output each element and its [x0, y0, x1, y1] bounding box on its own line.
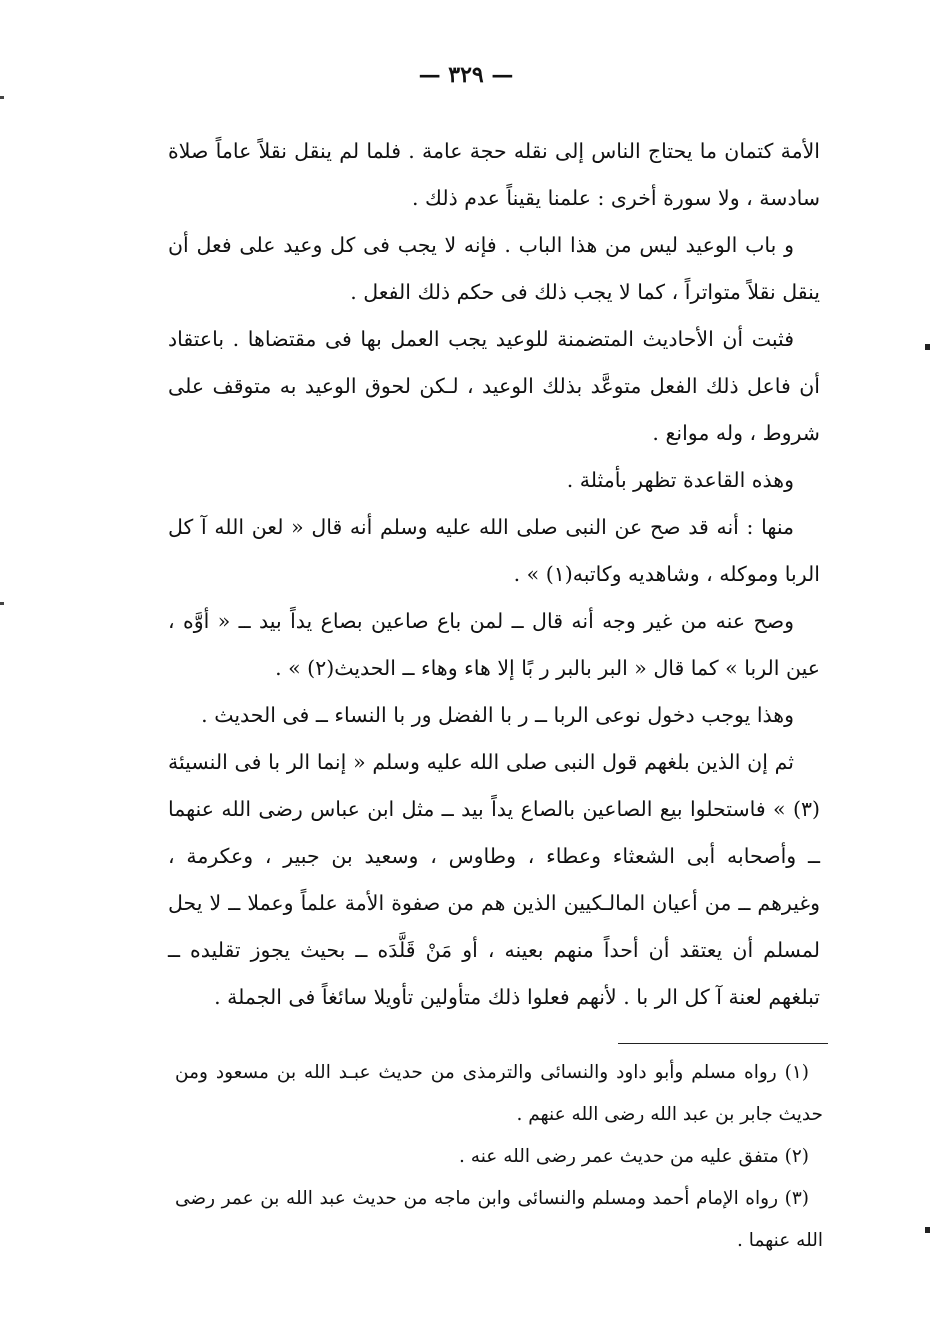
page-number: — ٣٢٩ — — [418, 62, 514, 88]
footnotes — [175, 1052, 823, 1262]
scan-speck — [925, 1227, 930, 1233]
paragraph: منها : أنه قد صح عن النبى صلى الله عليه وسلم أنه قال « لعن الله آ كل الربا وموكله ، وشاهديه وكاتبه(١) » . — [168, 515, 820, 586]
body-text — [168, 128, 820, 1021]
paragraph: فثبت أن الأحاديث المتضمنة للوعيد يجب العمل بها فى مقتضاها . باعتقاد أن فاعل ذلك الفعل متوعَّد بذلك الوعيد ، لـكن لحوق الوعيد به متوقف على شروط ، وله موانع . — [168, 327, 820, 445]
paragraph: وهذا يوجب دخول نوعى الربا ــ ر با الفضل ور با النساء ــ فى الحديث . — [201, 703, 794, 727]
scan-edge-mark — [0, 96, 4, 99]
paragraph: وصح عنه من غير وجه أنه قال ــ لمن باع صاعين بصاع يداً بيد ــ « أوَّه ، عين الربا » كما قال « البر بالبر ر بًا إلا هاء وهاء ــ الحديث(٢) » . — [168, 609, 820, 680]
footnote: (٣) رواه الإمام أحمد ومسلم والنسائى وابن ماجه من حديث عبد الله بن عمر رضى الله عنهما . — [175, 1188, 823, 1251]
scan-speck — [925, 344, 930, 350]
paragraph: الأمة كتمان ما يحتاج الناس إلى نقله حجة عامة . فلما لم ينقل نقلاً عاماً صلاة سادسة ، ولا سورة أخرى : علمنا يقيناً عدم ذلك . — [168, 139, 820, 210]
footnote: (١) رواه مسلم وأبو داود والنسائى والترمذى من حديث عبـد الله بن مسعود ومن حديث جابر بن عبد الله رضى الله عنهم . — [175, 1062, 823, 1125]
scan-edge-mark — [0, 602, 4, 605]
paragraph: وهذه القاعدة تظهر بأمثلة . — [566, 468, 794, 492]
footnote: (٢) متفق عليه من حديث عمر رضى الله عنه . — [459, 1146, 809, 1167]
paragraph: و باب الوعيد ليس من هذا الباب . فإنه لا يجب فى كل وعيد على فعل أن ينقل نقلاً متواتراً ، كما لا يجب ذلك فى حكم ذلك الفعل . — [168, 233, 820, 304]
paragraph: ثم إن الذين بلغهم قول النبى صلى الله عليه وسلم « إنما الر با فى النسيئة (٣) » فاستحلوا بيع الصاعين بالصاع يداً بيد ــ مثل ابن عباس رضى الله عنهما ــ وأصحابه أبى الشعثاء وعطاء ، وطاوس ، وسعيد بن جبير ، وعكرمة ، وغيرهم ــ من أعيان المالـكيين الذين هم من صفوة الأمة علماً وعملا ــ لا يحل لمسلم أن يعتقد أن أحداً منهم بعينه ، أو مَنْ قَلَّدَه ــ بحيث يجوز تقليده ــ تبلغهم لعنة آ كل الر با . لأنهم فعلوا ذلك متأولين تأويلا سائغاً فى الجملة . — [168, 750, 820, 1009]
footnote-divider — [618, 1043, 828, 1044]
